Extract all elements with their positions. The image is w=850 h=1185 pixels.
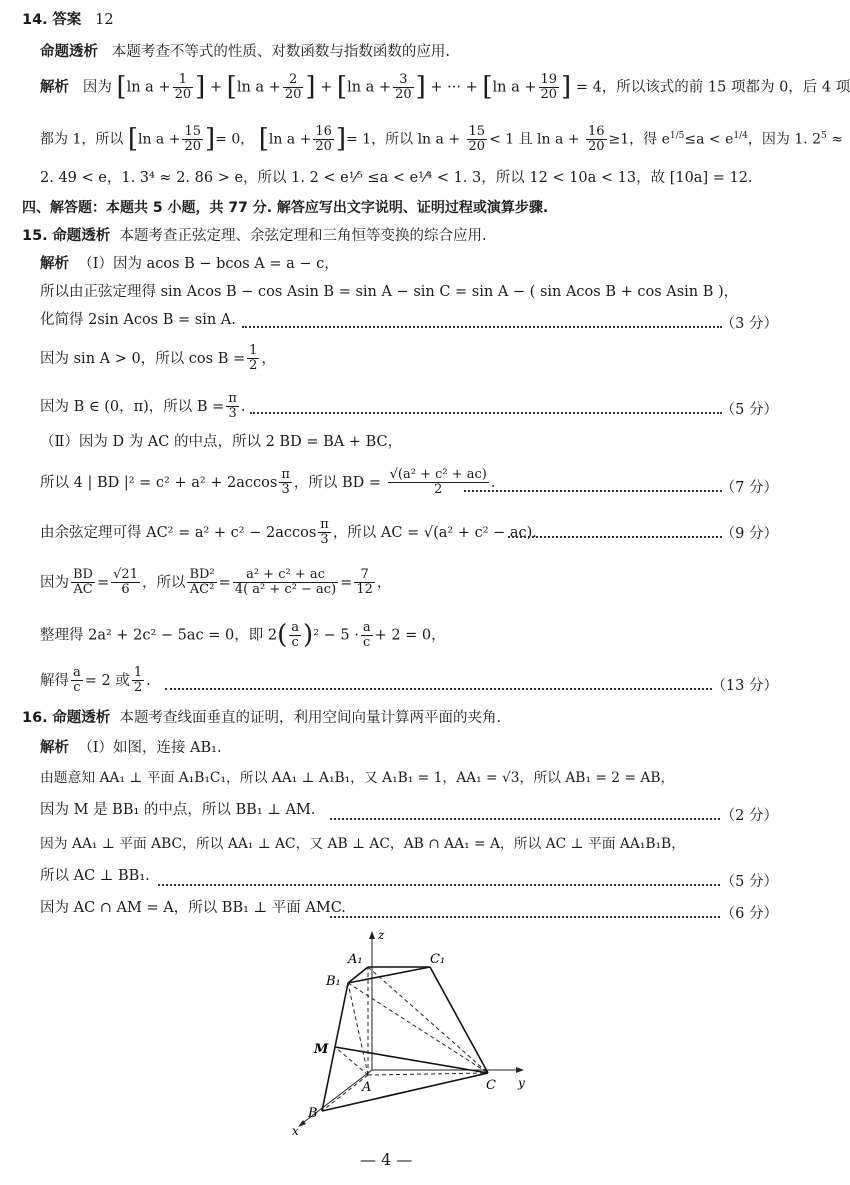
q16-line4: 因为 AA₁ ⊥ 平面 ABC，所以 AA₁ ⊥ AC，又 AB ⊥ AC，AB ∩ AA₁ = A，所以 AC ⊥ 平面 AA₁B₁B， — [40, 836, 685, 852]
label-b1: B₁ — [326, 974, 341, 989]
z-arrow — [369, 931, 375, 939]
q15-line1: 解析 （Ⅰ）因为 acos B − bcos A = a − c， — [40, 256, 339, 272]
score-13: （13 分） — [711, 678, 778, 694]
q15-line5: 因为 B ∈ (0，π)，所以 B = $\frac{\pi}{3}$ . — [40, 391, 246, 422]
edge-b1-c1 — [348, 967, 430, 983]
y-arrow — [516, 1067, 524, 1073]
label-y: y — [518, 1076, 525, 1090]
q15-line7: 所以 4 | BD |² = c² + a² + 2accos $\frac{\pi}{3}$ ，所以 BD = $\frac{\text{√(a² + c² + ac)}}{2}$ . — [40, 467, 496, 498]
q16-line2: 由题意知 AA₁ ⊥ 平面 A₁B₁C₁，所以 AA₁ ⊥ A₁B₁，又 A₁B₁ = 1，AA₁ = √3，所以 AB₁ = 2 = AB， — [40, 770, 675, 786]
dotted-leader — [165, 688, 712, 690]
q14-line2: 都为 1，所以 [ln a + $\frac{15}{20}$ ]= 0， [ln a + $\frac{16}{20}$ ]= 1，所以 ln a + $\frac{15}{20}$ < 1 且 ln a + $\frac{16}{20}$ ≥1，得 $e^{1/5}\le a < e^{1/4}$，因为 1. $2^5$ ≈ — [40, 123, 843, 155]
label-x: x — [292, 1124, 299, 1138]
q15-line4: 因为 sin A > 0，所以 cos B = $\frac{1}{2}$ ， — [40, 343, 276, 374]
dotted-leader — [464, 490, 722, 492]
page-number: — 4 — — [360, 1150, 413, 1169]
q15-header: 15. 命题透析 本题考查正弦定理、余弦定理和三角恒等变换的综合应用. — [22, 228, 487, 244]
q16-line1: 解析 （Ⅰ）如图，连接 AB₁. — [40, 740, 222, 756]
edge-a-c — [368, 1073, 488, 1075]
q16-line6: 因为 AC ∩ AM = A，所以 BB₁ ⊥ 平面 AMC. — [40, 900, 346, 916]
edge-m-c — [335, 1047, 488, 1073]
q15-line10: 整理得 2a² + 2c² − 5ac = 0，即 2( $\frac{a}{c}$ )² − 5 · $\frac{a}{c}$ + 2 = 0， — [40, 619, 446, 651]
q14-line1: 解析 因为 [ln a + $\frac{1}{20}$ ] + [ln a + $\frac{2}{20}$ ] + [ln a + $\frac{3}{20}$ ] + ··· + [ln a + $\frac{19}{20}$ ] = 4，所以该式的前 15 项都为 0，后 4 项 — [40, 71, 850, 103]
q14-line3: 2. 49 < e，1. 3⁴ ≈ 2. 86 > e，所以 1. 2 < e¹⁄⁵ ≤a < e¹⁄⁴ < 1. 3，所以 12 < 10a < 13，故 [10a] = 12. — [40, 170, 753, 186]
edge-a1-c — [368, 967, 488, 1073]
score-6: （6 分） — [720, 906, 778, 922]
edge-b1-c — [348, 983, 488, 1073]
q15-line3: 化简得 2sin Acos B = sin A. — [40, 312, 236, 328]
q15-line2: 所以由正弦定理得 sin Acos B − cos Asin B = sin A − sin C = sin A − ( sin Acos B + cos Asin B )， — [40, 284, 739, 300]
q15-line8: 由余弦定理可得 AC² = a² + c² − 2accos $\frac{\pi}{3}$ ，所以 AC = √(a² + c² − ac). — [40, 517, 537, 548]
label-c: C — [486, 1078, 496, 1093]
label-a: A — [362, 1080, 372, 1095]
q14-answer: 12 — [95, 12, 114, 28]
q14-header — [22, 12, 114, 29]
q15-line11: 解得 $\frac{a}{c}$ = 2 或 $\frac{1}{2}$ . — [40, 665, 151, 696]
label-z: z — [378, 928, 385, 942]
dotted-leader — [242, 326, 722, 328]
geometry-figure — [290, 925, 550, 1145]
edge-b-c — [322, 1073, 488, 1111]
dotted-leader — [508, 536, 722, 538]
q14-analysis: 命题透析 本题考查不等式的性质、对数函数与指数函数的应用. — [40, 44, 450, 60]
q15-line9: 因为 $\frac{BD}{AC}$ = $\frac{√21}{6}$ ，所以 $\frac{\text{BD²}}{\text{AC²}}$ = $\frac{\text{a² + c² + ac}}{\text{4( a² + c² − ac)}}$ = $\frac{7}{12}$ ， — [40, 567, 392, 598]
score-3: （3 分） — [720, 316, 778, 332]
score-5b: （5 分） — [720, 874, 778, 890]
label-m: M — [314, 1042, 329, 1057]
score-5: （5 分） — [720, 402, 778, 418]
q14-answer-label: 答案 — [52, 12, 82, 28]
q16-header: 16. 命题透析 本题考查线面垂直的证明，利用空间向量计算两平面的夹角. — [22, 710, 502, 726]
dotted-leader — [330, 818, 720, 820]
dotted-leader — [158, 884, 720, 886]
label-c1: C₁ — [430, 952, 446, 967]
section4-heading: 四、解答题：本题共 5 小题，共 77 分. 解答应写出文字说明、证明过程或演算步骤. — [22, 200, 549, 216]
label-b: B — [308, 1106, 318, 1121]
score-7: （7 分） — [720, 480, 778, 496]
label-a1: A₁ — [348, 952, 363, 967]
q15-line6: （Ⅱ）因为 D 为 AC 的中点，所以 2 BD = BA + BC， — [40, 434, 403, 450]
dotted-leader — [330, 916, 720, 918]
dotted-leader — [250, 412, 722, 414]
edge-c1-c — [430, 967, 488, 1073]
score-9: （9 分） — [720, 526, 778, 542]
score-2: （2 分） — [720, 808, 778, 824]
q16-line5: 所以 AC ⊥ BB₁. — [40, 868, 150, 884]
q16-line3: 因为 M 是 BB₁ 的中点，所以 BB₁ ⊥ AM. — [40, 802, 316, 818]
q14-num: 14. — [22, 12, 48, 28]
